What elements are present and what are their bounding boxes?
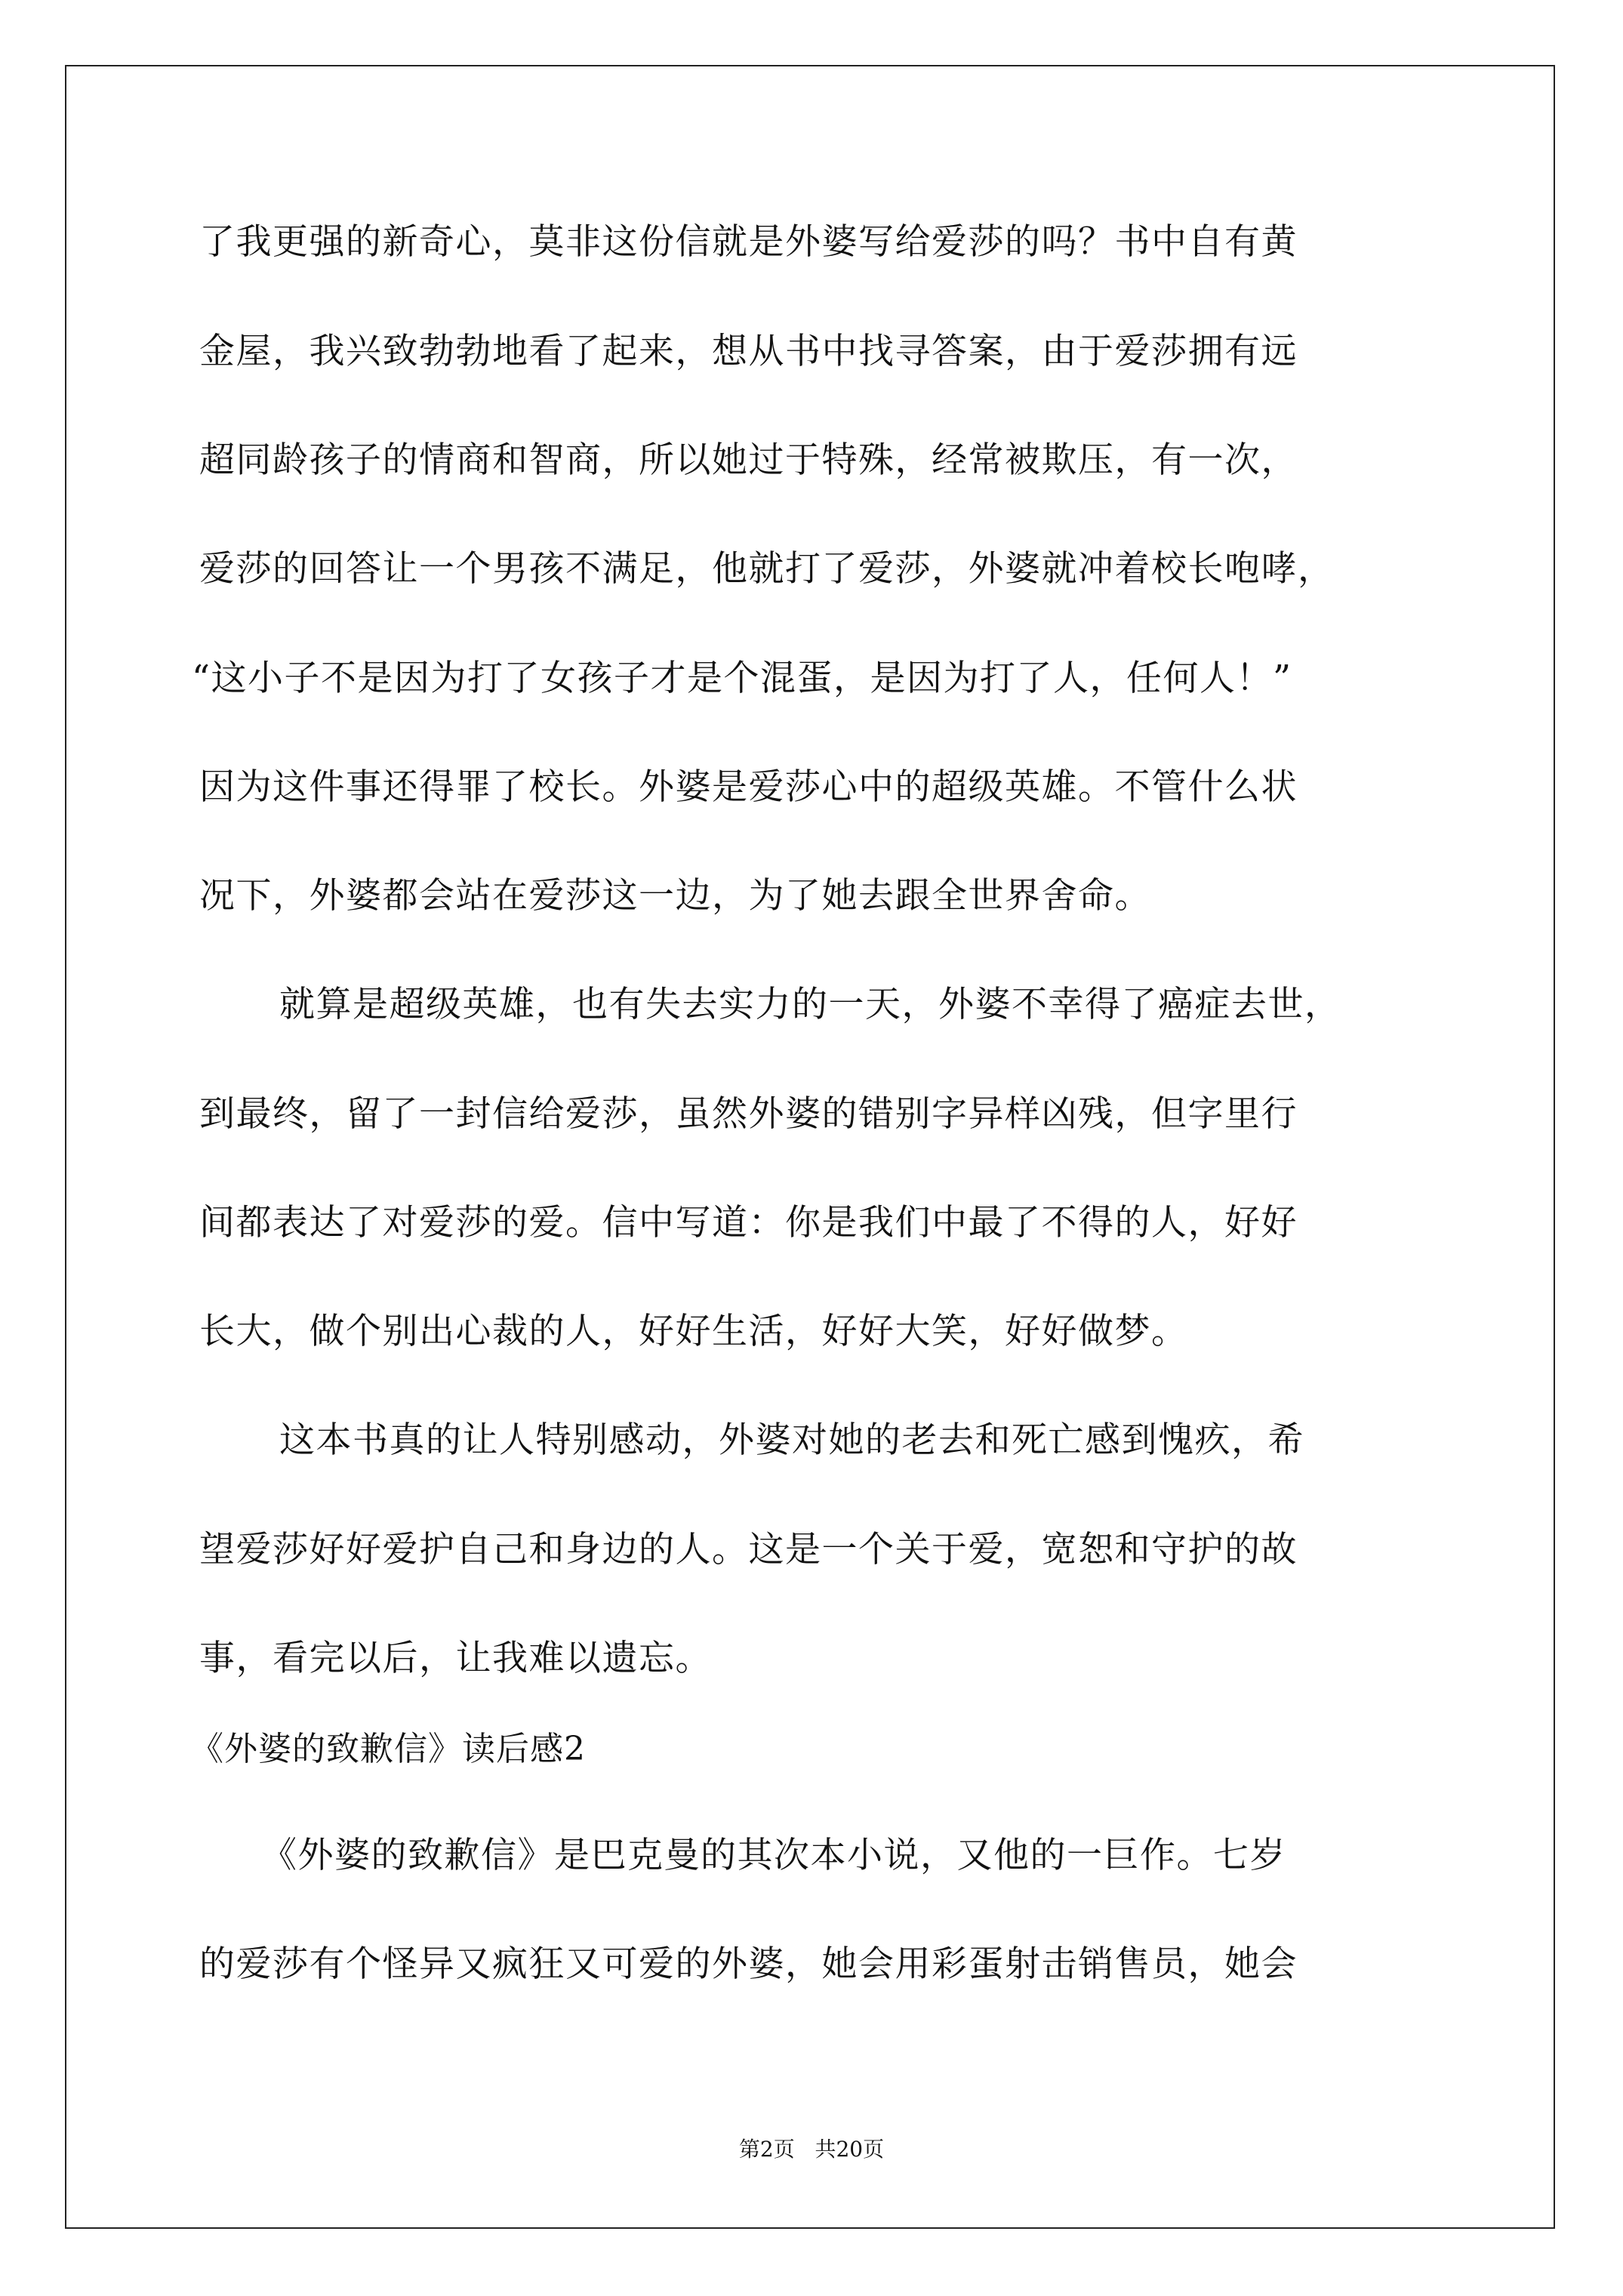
paragraph-3-line-1: 这本书真的让人特别感动，外婆对她的老去和死亡感到愧疚，希 — [279, 1419, 1304, 1461]
page-footer: 第2页 共20页 — [738, 2137, 885, 2162]
paragraph-3-line-3: 事，看完以后，让我难以遗忘。 — [199, 1638, 712, 1679]
paragraph-4-line-1: 《外婆的致歉信》是巴克曼的其次本小说，又他的一巨作。七岁 — [261, 1835, 1286, 1876]
body-line-2: 金屋，我兴致勃勃地看了起来，想从书中找寻答案，由于爱莎拥有远 — [199, 331, 1298, 372]
paragraph-4-line-2: 的爱莎有个怪异又疯狂又可爱的外婆，她会用彩蛋射击销售员，她会 — [199, 1943, 1298, 1985]
body-line-3: 超同龄孩子的情商和智商，所以她过于特殊，经常被欺压，有一次， — [199, 439, 1298, 481]
body-line-5: “这小子不是因为打了女孩子才是个混蛋，是因为打了人，任何人！” — [192, 658, 1292, 699]
page-border — [65, 65, 1555, 2229]
paragraph-3-line-2: 望爱莎好好爱护自己和身边的人。这是一个关于爱，宽恕和守护的故 — [199, 1529, 1298, 1570]
paragraph-2-line-4: 长大，做个别出心裁的人，好好生活，好好大笑，好好做梦。 — [199, 1311, 1188, 1352]
body-line-7: 况下，外婆都会站在爱莎这一边，为了她去跟全世界舍命。 — [199, 875, 1151, 917]
section-heading: 《外婆的致歉信》读后感2 — [190, 1730, 586, 1768]
paragraph-2-line-1: 就算是超级英雄，也有失去实力的一天，外婆不幸得了癌症去世， — [279, 984, 1341, 1025]
paragraph-2-line-3: 间都表达了对爱莎的爱。信中写道：你是我们中最了不得的人，好好 — [199, 1202, 1298, 1244]
paragraph-2-line-2: 到最终，留了一封信给爱莎，虽然外婆的错别字异样凶残，但字里行 — [199, 1093, 1298, 1135]
body-line-4: 爱莎的回答让一个男孩不满足，他就打了爱莎，外婆就冲着校长咆哮， — [199, 548, 1335, 590]
body-line-1: 了我更强的新奇心，莫非这份信就是外婆写给爱莎的吗？书中自有黄 — [199, 221, 1298, 263]
body-line-6: 因为这件事还得罪了校长。外婆是爱莎心中的超级英雄。不管什么状 — [199, 766, 1298, 808]
